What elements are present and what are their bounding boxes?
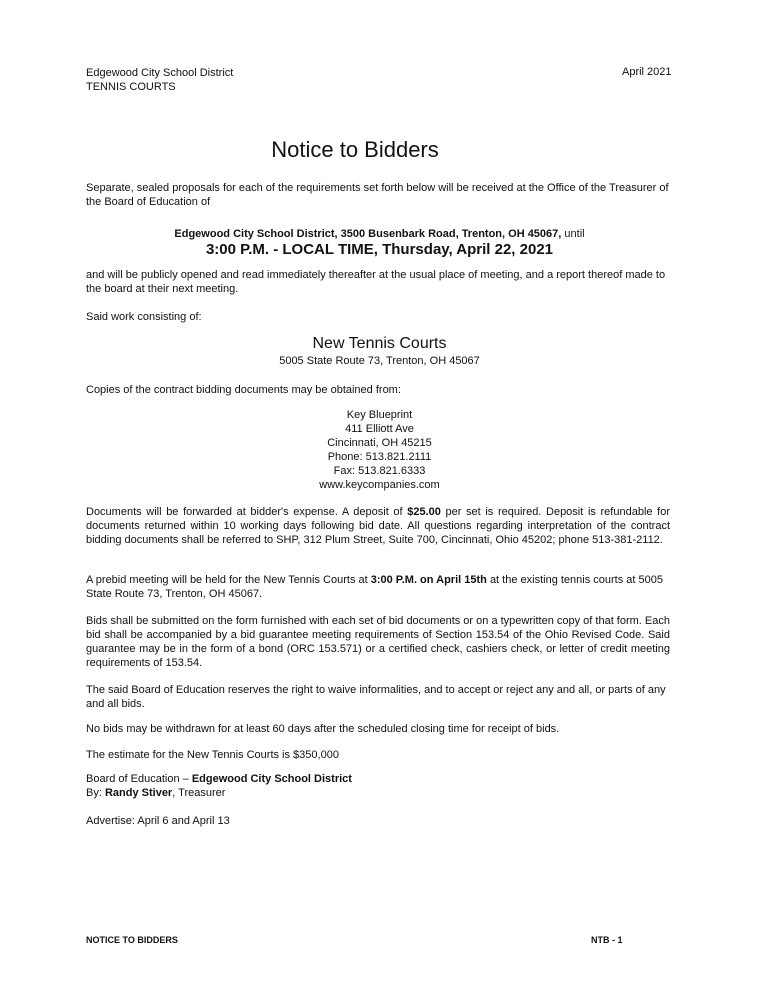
estimate-paragraph: The estimate for the New Tennis Courts is $350,000: [86, 749, 339, 761]
footer-page-number: NTB - 1: [591, 935, 623, 945]
vendor-city: Cincinnati, OH 45215: [327, 437, 432, 449]
bid-deadline: 3:00 P.M. - LOCAL TIME, Thursday, April 22, 2021: [205, 241, 554, 258]
header-district: Edgewood City School District: [86, 67, 234, 79]
footer-left: NOTICE TO BIDDERS: [86, 935, 178, 945]
work-intro: Said work consisting of:: [86, 311, 202, 323]
signer-role: , Treasurer: [172, 787, 226, 799]
project-address: 5005 State Route 73, Trenton, OH 45067: [279, 355, 480, 367]
opening-paragraph: and will be publicly opened and read immediately thereafter at the usual place of meeting, and a report thereof made to the board at their next meeting.: [86, 269, 666, 295]
vendor-fax: Fax: 513.821.6333: [333, 465, 426, 477]
header-left: [86, 66, 233, 94]
vendor-name: Key Blueprint: [346, 409, 413, 421]
header-project: TENNIS COURTS: [86, 81, 176, 93]
signature-block: [86, 772, 670, 800]
header-date: April 2021: [622, 66, 672, 78]
documents-text-1: Documents will be forwarded at bidder's expense. A deposit of: [86, 506, 403, 518]
documents-paragraph: [86, 505, 670, 547]
vendor-street: 411 Elliott Ave: [345, 423, 414, 435]
documents-text-2: per set is required. Deposit is refundable for documents returned within 10 working days following bid date. All questions regarding interpretation of the contract bidding documents shall be referred to SHP, 312 Plum Street, Suite 700, Cincinnati, Ohio 45202; phone 513-381-2112.: [86, 506, 670, 546]
prebid-text-1: A prebid meeting will be held for the New Tennis Courts at: [86, 574, 368, 586]
vendor-phone: Phone: 513.821.2111: [327, 451, 432, 463]
prebid-paragraph: [86, 573, 670, 601]
bid-location: [0, 227, 759, 259]
vendor-block: [0, 408, 759, 492]
board-prefix: Board of Education –: [86, 773, 189, 785]
page-title: Notice to Bidders: [271, 137, 439, 162]
until-text: until: [564, 228, 585, 240]
project-block: [0, 334, 759, 368]
signer-name: Randy Stiver: [104, 787, 173, 799]
intro-paragraph: Separate, sealed proposals for each of the requirements set forth below will be received at the Office of the Treasurer of the Board of Education of: [86, 182, 669, 208]
vendor-web: www.keycompanies.com: [319, 479, 440, 491]
project-name: New Tennis Courts: [312, 335, 447, 352]
withdraw-paragraph: No bids may be withdrawn for at least 60 days after the scheduled closing time for receipt of bids.: [86, 723, 560, 735]
prebid-text-2: at the existing tennis courts at 5005 State Route 73, Trenton, OH 45067.: [86, 574, 663, 600]
copies-intro: Copies of the contract bidding documents may be obtained from:: [86, 384, 401, 396]
deposit-amount: $25.00: [407, 506, 441, 518]
signature-by: By:: [86, 787, 102, 799]
bids-paragraph: Bids shall be submitted on the form furnished with each set of bid documents or on a typewritten copy of that form. Each bid shall be accompanied by a bid guarantee meeting requirements of Section 153.54 of the Ohio Revised Code. Said guarantee may be in the form of a bond (ORC 153.571) or a certified check, cashiers check, or letter of credit meeting requirements of 153.54.: [86, 615, 670, 669]
advertise-line: Advertise: April 6 and April 13: [86, 815, 230, 827]
bid-address: Edgewood City School District, 3500 Busenbark Road, Trenton, OH 45067,: [174, 228, 562, 240]
prebid-time: 3:00 P.M. on April 15th: [370, 574, 487, 586]
board-name: Edgewood City School District: [191, 773, 352, 785]
reserve-paragraph: The said Board of Education reserves the right to waive informalities, and to accept or reject any and all, or parts of any and all bids.: [86, 684, 666, 710]
